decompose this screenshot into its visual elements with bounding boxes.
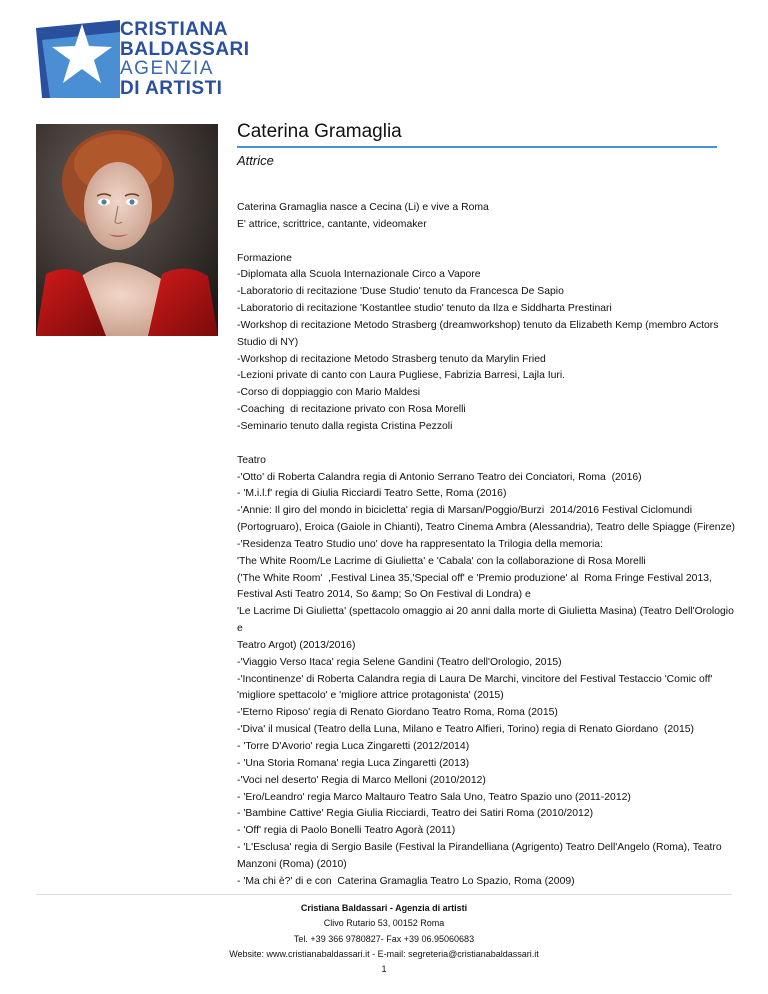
bio-line: -Seminario tenuto dalla regista Cristina Pezzoli	[237, 420, 453, 432]
blank-line	[237, 234, 737, 251]
bio-line: (Portogruaro), Eroica (Gaiole in Chianti), Teatro Cinema Ambra (Alessandria), Teatro delle Spiagge (Firenze)	[237, 522, 736, 534]
bio-line: Teatro Argot) (2013/2016)	[237, 639, 356, 651]
bio-line: -'Otto' di Roberta Calandra regia di Antonio Serrano Teatro dei Conciatori, Roma (2016)	[237, 471, 642, 483]
bio-line: - 'Off' regia di Paolo Bonelli Teatro Agorà (2011)	[237, 825, 456, 837]
bio-line: - 'Bambine Cattive' Regia Giulia Ricciardi, Teatro dei Satiri Roma (2010/2012)	[237, 808, 594, 820]
bio-line: -Lezioni private di canto con Laura Pugliese, Fabrizia Barresi, Lajla Iuri.	[237, 370, 566, 382]
bio-line: -'Eterno Riposo' regia di Renato Giordano Teatro Roma, Roma (2015)	[237, 707, 558, 719]
logo-word: BALDASSARI	[120, 38, 250, 60]
bio-line: E' attrice, scrittrice, cantante, videomaker	[237, 218, 427, 230]
star-icon	[36, 20, 120, 98]
bio-line: -'Voci nel deserto' Regia di Marco Melloni (2010/2012)	[237, 774, 486, 786]
footer-address: Clivo Rutario 53, 00152 Roma	[323, 918, 445, 929]
bio-line: -'Incontinenze' di Roberta Calandra regia di Laura De Marchi, vincitore del Festival Testaccio 'Comic off'	[237, 673, 713, 685]
bio-line: - 'Ma chi è?' di e con Caterina Gramaglia Teatro Lo Spazio, Roma (2009)	[237, 875, 575, 887]
bio-line: 'migliore spettacolo' e 'migliore attrice protagonista' (2015)	[237, 690, 504, 702]
blank-line	[237, 436, 737, 453]
bio-line: - 'L'Esclusa' regia di Sergio Basile (Festival la Pirandelliana (Agrigento) Teatro Dell'Angelo (Roma), Teatro	[237, 842, 722, 854]
logo-word: AGENZIA	[120, 58, 214, 79]
title-divider	[237, 146, 717, 148]
bio-line: -'Residenza Teatro Studio uno' dove ha rappresentato la Trilogia della memoria:	[237, 538, 603, 550]
agency-logo	[36, 19, 250, 99]
bio-line: - 'Torre D'Avorio' regia Luca Zingaretti (2012/2014)	[237, 741, 470, 752]
logo-word: DI ARTISTI	[120, 77, 223, 99]
logo-word: CRISTIANA	[120, 19, 228, 40]
artist-name: Caterina Gramaglia	[237, 121, 402, 142]
bio-line: 'Le Lacrime Di Giulietta' (spettacolo omaggio ai 20 anni dalla morte di Giulietta Masina) (Teatro Dell'Orologio e	[237, 606, 737, 635]
bio-line: -Laboratorio di recitazione 'Kostantlee studio' tenuto da Ilza e Siddharta Prestinari	[237, 303, 612, 315]
logo-wordmark	[120, 20, 250, 98]
footer-divider	[36, 894, 732, 895]
artist-role: Attrice	[237, 153, 274, 168]
bio-line: -'Annie: Il giro del mondo in bicicletta' regia di Marsan/Poggio/Burzi 2014/2016 Festival Ciclomundi	[237, 505, 693, 517]
bio-line: Manzoni (Roma) (2010)	[237, 858, 347, 870]
bio-line: Festival Asti Teatro 2014, So &amp; So On Festival di Londra) e	[237, 589, 531, 601]
bio-line: -Diplomata alla Scuola Internazionale Circo a Vapore	[237, 269, 481, 281]
bio-line: - 'Ero/Leandro' regia Marco Maltauro Teatro Sala Uno, Teatro Spazio uno (2011-2012)	[237, 791, 631, 803]
bio-line: -'Diva' il musical (Teatro della Luna, Milano e Teatro Alfieri, Torino) regia di Renato Giordano (2015)	[237, 724, 694, 736]
biography	[237, 200, 737, 891]
bio-line: 'The White Room/Le Lacrime di Giulietta' e 'Cabala' con la collaborazione di Rosa Morelli	[237, 555, 646, 567]
bio-line: Studio di NY)	[237, 336, 299, 348]
footer-company: Cristiana Baldassari - Agenzia di artisti	[300, 903, 468, 913]
bio-line: - 'Una Storia Romana' regia Luca Zingaretti (2013)	[237, 757, 470, 769]
page-number: 1	[381, 964, 387, 975]
bio-line: -Workshop di recitazione Metodo Strasberg (dreamworkshop) tenuto da Elizabeth Kemp (membro Actors	[237, 319, 719, 331]
bio-line: -'Viaggio Verso Itaca' regia Selene Gandini (Teatro dell'Orologio, 2015)	[237, 656, 562, 668]
bio-line: Caterina Gramaglia nasce a Cecina (Li) e vive a Roma	[237, 202, 489, 213]
bio-line: Formazione	[237, 252, 292, 264]
bio-line: - 'M.i.l.f' regia di Giulia Ricciardi Teatro Sette, Roma (2016)	[237, 488, 507, 500]
bio-line: -Corso di doppiaggio con Mario Maldesi	[237, 387, 421, 399]
bio-line: Teatro	[237, 454, 266, 466]
bio-line: ('The White Room' ,Festival Linea 35,'Special off' e 'Premio produzione' al Roma Fringe Festival 2013,	[237, 572, 712, 584]
bio-line: -Coaching di recitazione privato con Rosa Morelli	[237, 404, 466, 416]
footer-phone: Tel. +39 366 9780827- Fax +39 06.95060683	[293, 933, 475, 944]
page-footer	[0, 901, 768, 977]
bio-line: -Laboratorio di recitazione 'Duse Studio' tenuto da Francesca De Sapio	[237, 286, 564, 298]
bio-line: -Workshop di recitazione Metodo Strasberg tenuto da Marylin Fried	[237, 353, 546, 365]
footer-contacts: Website: www.cristianabaldassari.it - E-mail: segreteria@cristianabaldassari.it	[229, 948, 539, 959]
profile-photo	[36, 124, 218, 336]
